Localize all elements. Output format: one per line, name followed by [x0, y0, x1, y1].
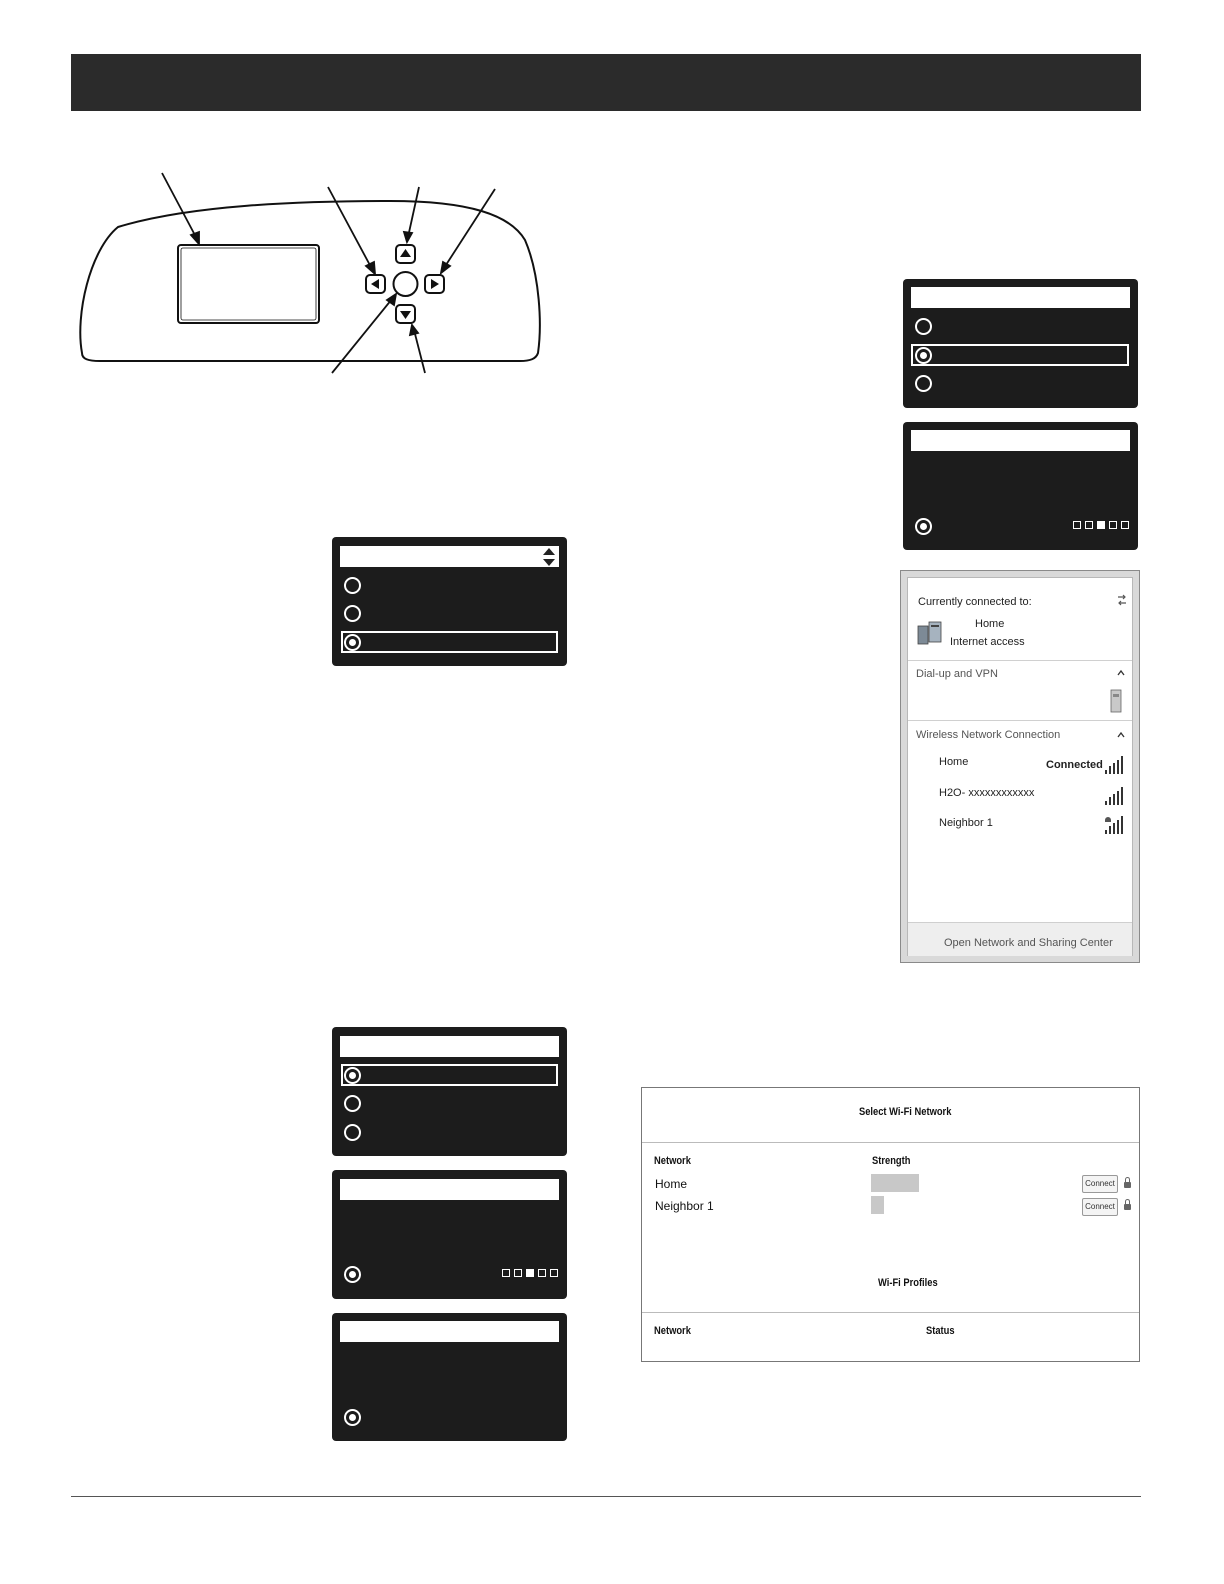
lcd-title-bar	[340, 1179, 559, 1200]
radio-option-2[interactable]	[344, 605, 361, 622]
separator	[642, 1142, 1139, 1143]
radio-confirm-selected[interactable]	[344, 1266, 361, 1283]
display-window	[178, 245, 319, 323]
radio-option-1-selected[interactable]	[344, 1067, 361, 1084]
lock-icon	[1124, 1204, 1131, 1210]
strength-bar	[871, 1196, 884, 1214]
lcd-title-bar	[911, 430, 1130, 451]
wifi-select-panel	[641, 1087, 1140, 1362]
collapse-chevron-icon[interactable]	[1116, 731, 1126, 739]
left-button[interactable]	[366, 275, 385, 293]
section-wireless[interactable]: Wireless Network Connection	[916, 729, 1061, 741]
selection-highlight	[341, 631, 558, 653]
network-name: Neighbor 1	[655, 1199, 714, 1213]
right-button[interactable]	[425, 275, 444, 293]
lock-icon	[1124, 1182, 1131, 1188]
lcd-screen-menu-b	[903, 279, 1138, 408]
separator	[642, 1312, 1139, 1313]
connect-button[interactable]: Connect	[1082, 1175, 1118, 1193]
network-name: H2O- xxxxxxxxxxxx	[939, 787, 1035, 799]
separator	[908, 660, 1132, 661]
wifi-panel-title: Select Wi-Fi Network	[859, 1106, 952, 1118]
separator	[908, 720, 1132, 721]
radio-option-2[interactable]	[344, 1095, 361, 1112]
radio-confirm-selected[interactable]	[915, 518, 932, 535]
radio-option-3[interactable]	[915, 375, 932, 392]
profiles-column-network: Network	[654, 1325, 691, 1337]
lcd-title-bar	[340, 1036, 559, 1057]
lcd-screen-menu-d	[332, 1027, 567, 1156]
radio-option-3[interactable]	[344, 1124, 361, 1141]
page-header-bar	[71, 54, 1141, 111]
control-panel-diagram	[70, 165, 550, 380]
lcd-title-bar	[911, 287, 1130, 308]
network-status: Connected	[1046, 759, 1103, 771]
selection-highlight	[911, 344, 1129, 366]
lcd-screen-progress-c	[903, 422, 1138, 550]
lcd-title-bar	[340, 546, 559, 567]
secured-signal-strength-icon	[1105, 816, 1125, 834]
network-name: Neighbor 1	[939, 817, 993, 829]
strength-bar	[871, 1174, 919, 1192]
open-network-sharing-center-link[interactable]: Open Network and Sharing Center	[944, 937, 1113, 949]
footer-rule	[71, 1496, 1141, 1497]
network-flyout-window	[900, 570, 1140, 963]
lcd-screen-final-f	[332, 1313, 567, 1441]
radio-option-3-selected[interactable]	[344, 634, 361, 651]
scroll-arrows-icon	[542, 547, 556, 567]
column-header-strength: Strength	[872, 1155, 911, 1167]
lcd-screen-menu-a	[332, 537, 567, 666]
profiles-column-status: Status	[926, 1325, 955, 1337]
network-name: Home	[655, 1177, 688, 1191]
wifi-profiles-title: Wi-Fi Profiles	[878, 1277, 938, 1289]
connected-label: Currently connected to:	[918, 596, 1032, 608]
progress-dots	[1073, 521, 1129, 529]
column-header-network: Network	[654, 1155, 691, 1167]
dialup-device-icon	[1108, 688, 1124, 714]
network-computer-icon	[917, 618, 943, 646]
network-flyout-content	[907, 577, 1133, 956]
connected-network-status: Internet access	[950, 636, 1025, 648]
network-name: Home	[939, 756, 969, 768]
connect-button[interactable]: Connect	[1082, 1198, 1118, 1216]
lcd-screen-progress-e	[332, 1170, 567, 1299]
up-button[interactable]	[396, 245, 415, 263]
refresh-icon[interactable]	[1115, 593, 1129, 607]
lcd-title-bar	[340, 1321, 559, 1342]
progress-dots	[502, 1269, 558, 1277]
radio-option-1[interactable]	[915, 318, 932, 335]
flyout-footer	[908, 922, 1132, 956]
collapse-chevron-icon[interactable]	[1116, 669, 1126, 677]
selection-highlight	[341, 1064, 558, 1086]
signal-strength-icon	[1105, 787, 1125, 805]
connected-network-name: Home	[975, 618, 1005, 630]
signal-strength-icon	[1105, 756, 1125, 774]
radio-confirm-selected[interactable]	[344, 1409, 361, 1426]
section-dialup-vpn[interactable]: Dial-up and VPN	[916, 668, 998, 680]
radio-option-2-selected[interactable]	[915, 347, 932, 364]
radio-option-1[interactable]	[344, 577, 361, 594]
down-button[interactable]	[396, 305, 415, 323]
